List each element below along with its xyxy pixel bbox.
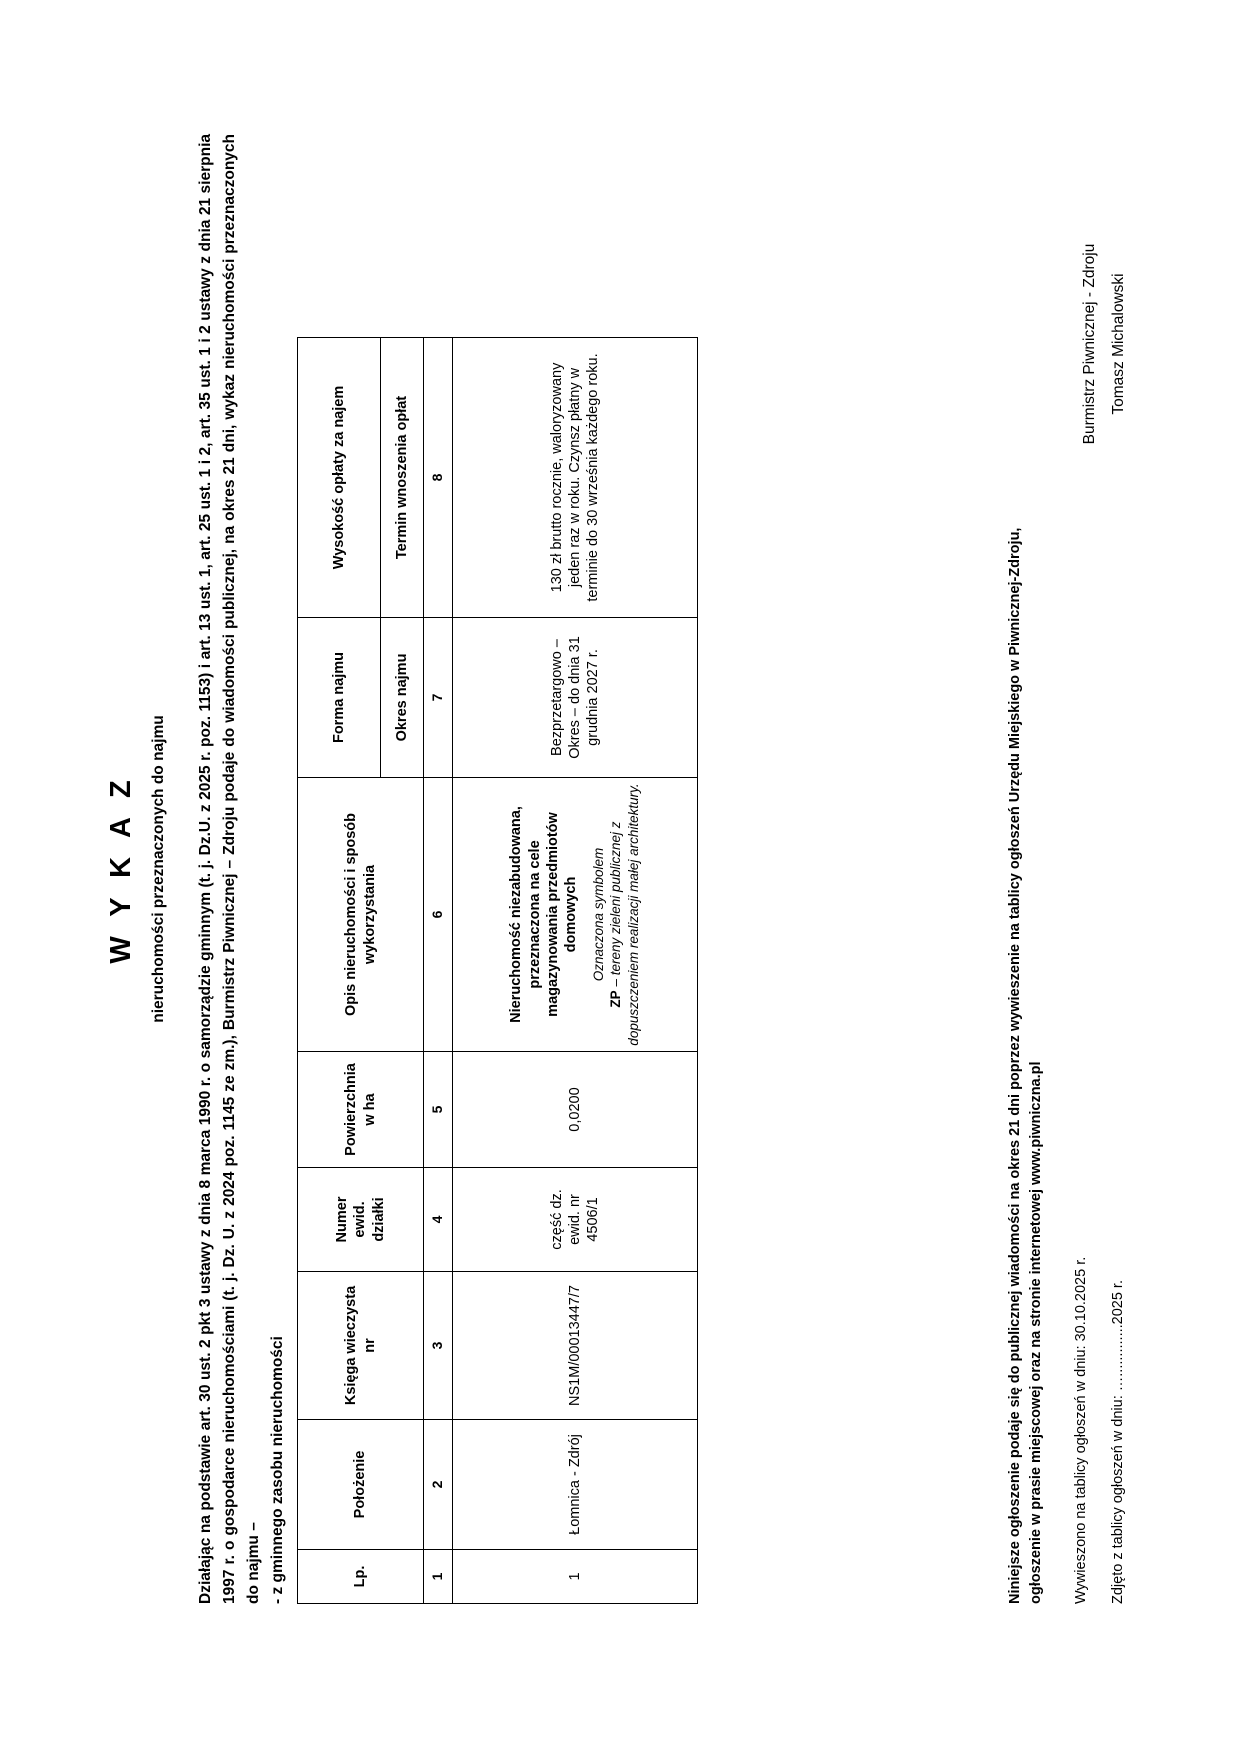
col-header-wysokosc-oplaty: Wysokość opłaty za najem xyxy=(298,338,381,618)
cell-powierzchnia: 0,0200 xyxy=(453,1052,698,1168)
col-header-nr-line2: ewid. xyxy=(352,1201,369,1238)
posting-date-line: Wywieszono na tablicy ogłoszeń w dniu: 30.10.2025 r. xyxy=(1073,1256,1089,1604)
wykaz-table xyxy=(297,337,698,1604)
cell-ksiega-wieczysta: NS1M/00013447/7 xyxy=(453,1272,698,1420)
cell-okres-najmu: Bezprzetargowo – Okres – do dnia 31 grudnia 2027 r. xyxy=(453,618,698,778)
cell-opis-note-1: Oznaczona symbolem xyxy=(590,847,606,982)
cell-lp: 1 xyxy=(453,1550,698,1604)
cell-opis-note-3: – tereny zieleni publicznej z dopuszczeniem realizacji małej architektury. xyxy=(608,783,642,1046)
cell-opis-note xyxy=(590,783,643,1046)
page-subtitle: nieruchomości przeznaczonych do najmu xyxy=(150,715,167,1023)
legal-basis-paragraph xyxy=(194,134,290,1604)
signature-block xyxy=(1075,194,1134,494)
signature-title: Burmistrz Piwnicznej - Zdroju xyxy=(1081,243,1098,445)
col-header-polozenie: Położenie xyxy=(298,1420,424,1550)
col-header-opis xyxy=(298,778,424,1052)
col-header-pow-line2: w ha xyxy=(361,1093,378,1126)
legal-basis-text-2: - z gminnego zasobu nieruchomości xyxy=(269,1336,287,1604)
footer-note-line2: ogłoszenie w prasie miejscowej oraz na stronie internetowej www.piwniczna.pl xyxy=(1028,1061,1045,1604)
col-number-7: 7 xyxy=(424,618,453,778)
col-number-2: 2 xyxy=(424,1420,453,1550)
cell-numer-dzialki: część dz. ewid. nr 4506/1 xyxy=(453,1168,698,1272)
removal-date-line: Zdjęto z tablicy ogłoszeń w dniu: ….............2025 r. xyxy=(1110,1280,1126,1604)
col-header-forma-najmu: Forma najmu xyxy=(298,618,381,778)
col-header-opis-line2: wykorzystania xyxy=(361,864,378,965)
col-header-okres-najmu: Okres najmu xyxy=(381,618,424,778)
col-header-powierzchnia xyxy=(298,1052,424,1168)
cell-opis-note-symbol: ZP xyxy=(608,990,624,1008)
cell-oplata: 130 zł brutto rocznie, waloryzowany jeden raz w roku. Czynsz płatny w terminie do 30 września każdego roku. xyxy=(453,338,698,618)
document-header xyxy=(105,134,290,1604)
legal-basis-text-1: Działając na podstawie art. 30 ust. 2 pkt 3 ustawy z dnia 8 marca 1990 r. o samorządzie gminnym (t. j. Dz.U. z 2025 r. poz. 1153) i art. 13 ust. 1, art. 25 ust. 1 i 2, art. 35 ust. 1 i 2 ustawy z dnia 21 sierpnia 1997 r. o gospodarce nieruchomościami (t. j. Dz. U. z 2024 poz. 1145 ze zm.), Burmistrz Piwnicznej – Zdroju podaje do wiadomości publicznej, na okres 21 dni, wykaz nieruchomości przeznaczonych do najmu – xyxy=(197,134,263,1604)
col-header-nr-line1: Numer xyxy=(334,1196,351,1243)
col-header-numer-dzialki xyxy=(298,1168,424,1272)
table-header-row-group xyxy=(298,338,381,1604)
col-header-termin-wnoszenia: Termin wnoszenia opłat xyxy=(381,338,424,618)
col-header-kw-line1: Księga wieczysta xyxy=(343,1285,360,1406)
table-column-number-row xyxy=(424,338,453,1604)
col-number-8: 8 xyxy=(424,338,453,618)
table-row xyxy=(453,338,698,1604)
col-header-opis-line1: Opis nieruchomości i sposób xyxy=(343,812,360,1017)
col-number-5: 5 xyxy=(424,1052,453,1168)
cell-opis-main: Nieruchomość niezabudowana, przeznaczona na cele magazynowania przedmiotów domowych xyxy=(508,806,579,1023)
col-header-nr-line3: działki xyxy=(370,1197,387,1242)
col-header-pow-line1: Powierzchnia xyxy=(343,1063,360,1156)
cell-polozenie: Łomnica - Zdrój xyxy=(453,1420,698,1550)
footer-note xyxy=(1005,424,1047,1604)
footer-note-line1: Niniejsze ogłoszenie podaje się do publicznej wiadomości na okres 21 dni poprzez wywieszenie na tablicy ogłoszeń Urzędu Miejskiego w Piwnicznej-Zdroju, xyxy=(1007,527,1023,1604)
col-number-3: 3 xyxy=(424,1272,453,1420)
signature-name: Tomasz Michalowski xyxy=(1110,273,1128,415)
col-number-1: 1 xyxy=(424,1550,453,1604)
cell-opis xyxy=(453,778,698,1052)
col-header-ksiega-wieczysta xyxy=(298,1272,424,1420)
col-number-6: 6 xyxy=(424,778,453,1052)
col-header-lp: Lp. xyxy=(298,1550,424,1604)
col-number-4: 4 xyxy=(424,1168,453,1272)
col-header-kw-line2: nr xyxy=(361,1338,378,1353)
page-title: W Y K A Z xyxy=(105,774,137,964)
